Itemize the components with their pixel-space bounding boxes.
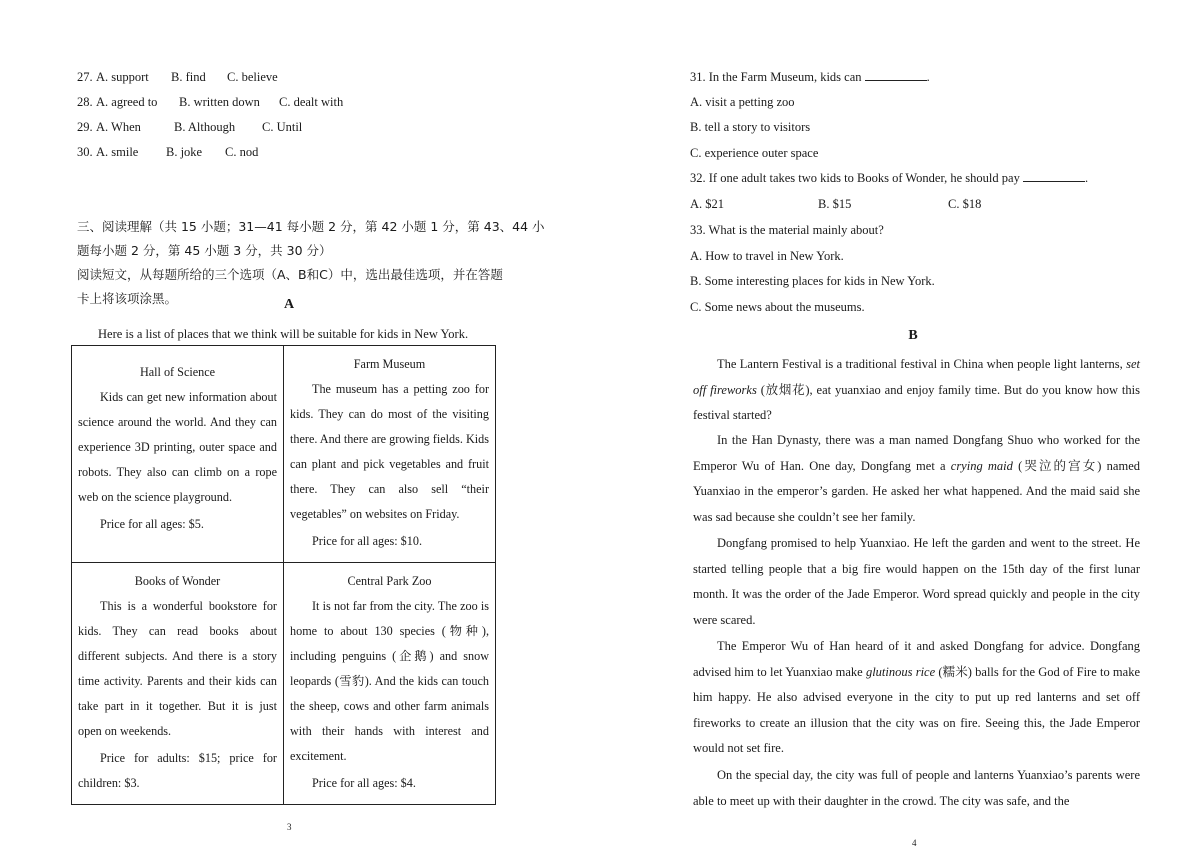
passage-label-a: A [283,297,295,312]
place-title: Hall of Science [139,365,216,379]
question-number: 28. [77,95,93,109]
place-description: It is not far from the city. The zoo is home to about 130 species (物种), including penguins (企鹅) and snow leopards (雪豹). And the kids can touch the sheep, cows and other farm animals with their hands with interest and excitement. [290,599,489,763]
places-table [71,345,496,805]
place-description: The museum has a petting zoo for kids. They can do most of the visiting there. And there are growing fields. Kids can plant and pick vegetables and fruit there. They can also sell “their vegetables” on websites on Friday. [290,382,490,521]
place-title: Farm Museum [353,357,426,371]
q31-option-b: B. tell a story to visitors [690,120,811,134]
page-number: 3 [287,822,292,832]
q31-option-c: C. experience outer space [690,146,819,160]
q32-option-c: C. $18 [948,197,982,211]
place-price: Price for all ages: $5. [100,517,204,531]
option-c: C. Until [262,120,303,134]
place-cell-books-of-wonder [72,563,284,805]
section-heading-cont: 题每小题 2 分，第 45 小题 3 分，共 30 分） [77,243,332,258]
text-run: (糯米) balls for the God of Fire to make him happy. He also advised everyone in the city to put up red lanterns and set off fireworks to create an illusion that the city was on fire. Seeing this, the Jade Emperor would not set fire. [693,664,1140,755]
question-33: 33. What is the material mainly about? [690,223,884,237]
italic-term: glutinous rice [865,664,936,679]
paragraph-5: On the special day, the city was full of people and lanterns Yuanxiao’s parents were able to meet up with their daughter in the crowd. The city was safe, and the [693,768,1140,808]
right-page [600,0,1200,848]
place-cell-central-park-zoo [284,563,496,805]
paragraph-2 [693,428,1140,530]
q33-option-a: A. How to travel in New York. [690,249,844,263]
place-cell-hall-of-science [72,346,284,563]
page-number: 4 [912,838,917,848]
option-c: C. dealt with [279,95,344,109]
option-b: B. find [171,70,206,84]
instructions-cont: 卡上将该项涂黑。 [77,291,178,306]
option-b: B. joke [166,145,203,159]
option-b: B. Although [174,120,236,134]
place-title: Books of Wonder [134,574,221,588]
paragraph-3: Dongfang promised to help Yuanxiao. He left the garden and went to the street. He started telling people that a big fire would happen on the 15th day of the first lunar month. It was the order of the Jade Emperor. Word spread quickly and people in the city were scared. [693,536,1140,627]
place-price: Price for all ages: $4. [312,776,416,790]
option-row-29 [77,119,303,135]
text-run: The Lantern Festival is a traditional festival in China when people light lanterns, [717,357,1127,371]
q33-option-b: B. Some interesting places for kids in New York. [690,274,935,288]
place-title: Central Park Zoo [347,574,432,588]
option-a: A. agreed to [96,95,158,109]
text-run: (哭泣的宫女) named Yuanxiao in the emperor’s garden. He asked her what happened. And the maid said she was sad because she couldn’t see her family. [693,458,1140,524]
q32-option-a: A. $21 [690,197,725,211]
answer-blank [1023,170,1085,182]
option-a: A. smile [96,145,139,159]
option-b: B. written down [179,95,260,109]
paragraph-1 [693,352,1140,429]
option-row-30 [77,144,259,160]
question-stem: 32. If one adult takes two kids to Books of Wonder, he should pay [690,171,1020,185]
option-a: A. support [96,70,149,84]
place-description: Kids can get new information about science around the world. And they can experience 3D printing, outer space and robots. They also can climb on a rope web on the science playground. [78,390,277,504]
option-row-27 [77,69,278,85]
option-a: A. When [96,120,141,134]
text-run: In the Han Dynasty, there was a man named Dongfang Shuo who worked for the Emperor Wu of Han. One day, Dongfang met a [693,433,1140,473]
instructions: 阅读短文，从每题所给的三个选项（A、B和C）中，选出最佳选项，并在答题 [77,267,503,282]
answer-blank [865,69,927,81]
text-run: The Emperor Wu of Han heard of it and asked Dongfang for advice. Dongfang advised him to let Yuanxiao make [693,639,1140,679]
passage-intro: Here is a list of places that we think will be suitable for kids in New York. [98,327,469,341]
italic-term: set off fireworks [693,357,1140,397]
question-stem: 31. In the Farm Museum, kids can [690,70,862,84]
q31-option-a: A. visit a petting zoo [690,95,795,109]
text-run: (放烟花), eat yuanxiao and enjoy family time. But do you know how this festival started? [693,382,1140,422]
paragraph-4 [693,634,1140,762]
option-row-28 [77,94,344,110]
option-c: C. nod [225,145,259,159]
question-31: 31. In the Farm Museum, kids can . [690,70,930,84]
question-number: 27. [77,70,93,84]
italic-term: crying maid [950,458,1013,473]
section-heading: 三、阅读理解（共 15 小题；31—41 每小题 2 分，第 42 小题 1 分，第 43、44 小 [77,219,545,234]
place-description: This is a wonderful bookstore for kids. They can read books about different subjects. And there is a story time activity. Parents and their kids can take part in it together. But it is just open on weekends. [78,599,277,738]
passage-label-b: B [908,328,918,343]
question-number: 29. [77,120,93,134]
place-price: Price for all ages: $10. [312,534,422,548]
place-cell-farm-museum [284,346,496,563]
place-price: Price for adults: $15; price for children: $3. [78,751,277,790]
question-number: 30. [77,145,93,159]
question-32: 32. If one adult takes two kids to Books of Wonder, he should pay . [690,171,1089,185]
q32-option-b: B. $15 [818,197,852,211]
q32-options [690,196,982,212]
option-c: C. believe [227,70,278,84]
q33-option-c: C. Some news about the museums. [690,300,865,314]
